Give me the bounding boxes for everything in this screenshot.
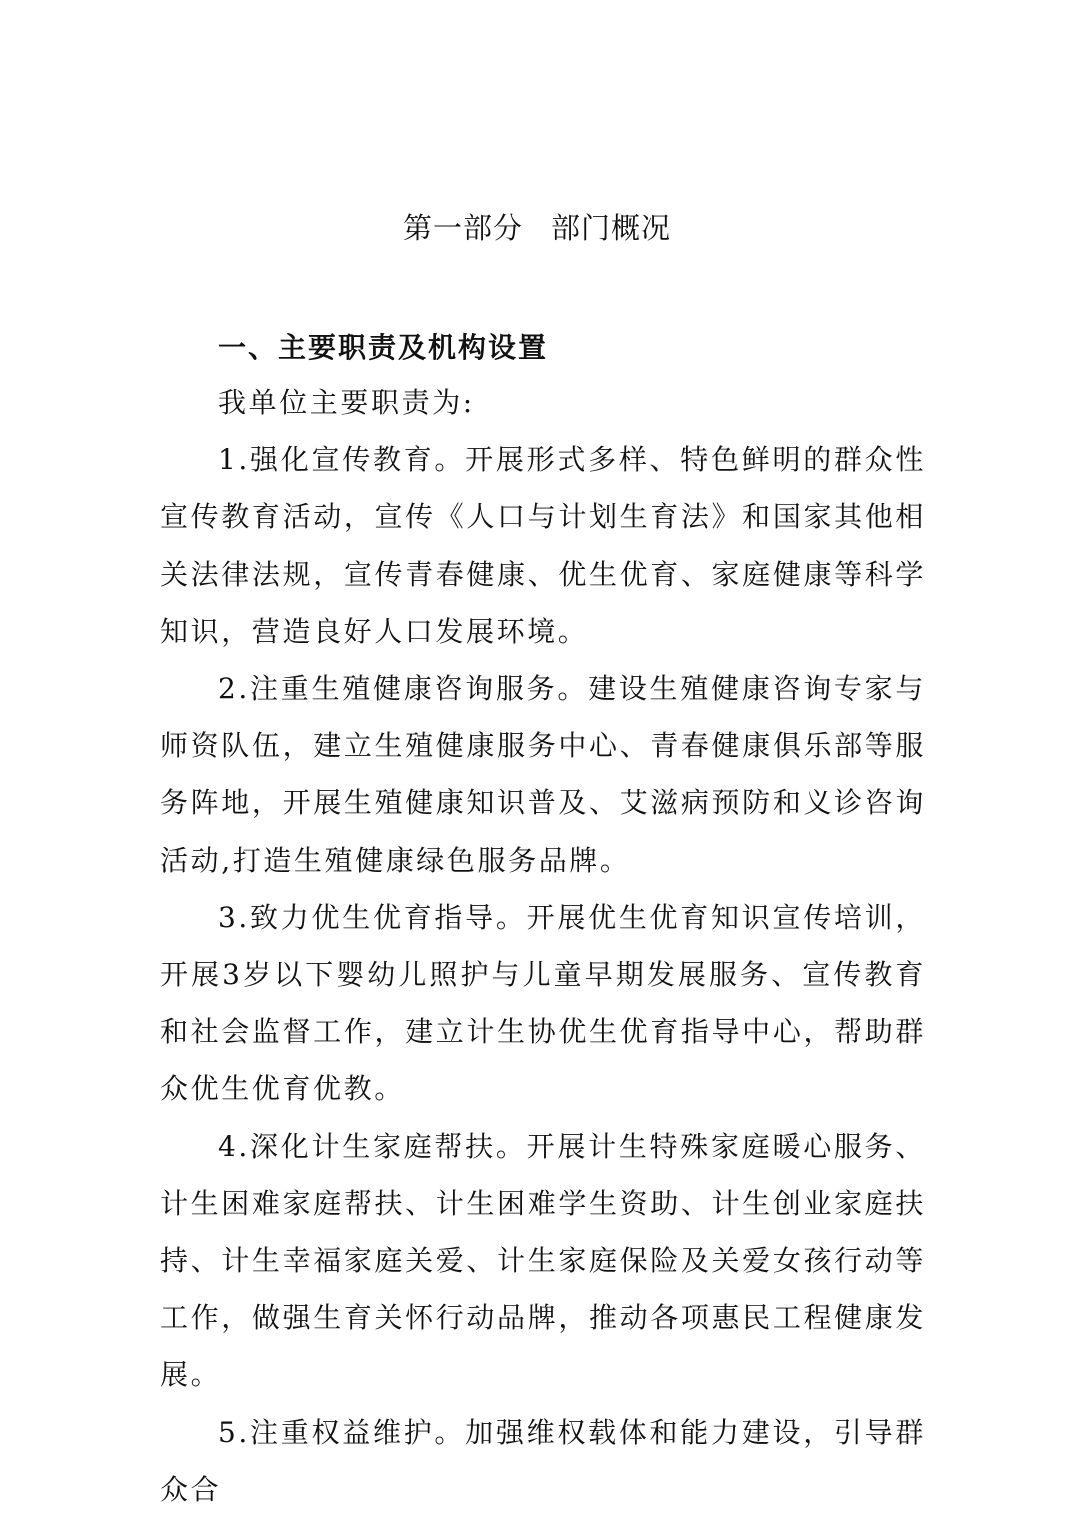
paragraph-intro: 我单位主要职责为:	[218, 386, 475, 419]
paragraph-duty-3: 3.致力优生优育指导。开展优生优育知识宣传培训，开展3岁以下婴幼儿照护与儿童早期发展服务、宣传教育和社会监督工作，建立计生协优生优育指导中心，帮助群众优生优育优教。	[160, 900, 926, 1106]
paragraph-duty-5: 5.注重权益维护。加强维权载体和能力建设，引导群众合	[160, 1415, 926, 1506]
paragraph-duty-2: 2.注重生殖健康咨询服务。建设生殖健康咨询专家与师资队伍，建立生殖健康服务中心、青春健康俱乐部等服务阵地，开展生殖健康知识普及、艾滋病预防和义诊咨询活动,打造生殖健康绿色服务品牌。	[160, 672, 926, 877]
section-heading: 一、主要职责及机构设置	[218, 331, 549, 364]
body-text	[160, 374, 926, 1518]
title-part: 第一部分	[402, 211, 523, 245]
title-name: 部门概况	[551, 211, 672, 245]
paragraph-duty-4: 4.深化计生家庭帮扶。开展计生特殊家庭暖心服务、计生困难家庭帮扶、计生困难学生资助、计生创业家庭扶持、计生幸福家庭关爱、计生家庭保险及关爱女孩行动等工作，做强生育关怀行动品牌，推动各项惠民工程健康发展。	[160, 1129, 926, 1392]
page-title	[0, 208, 1074, 248]
paragraph-duty-1: 1.强化宣传教育。开展形式多样、特色鲜明的群众性宣传教育活动，宣传《人口与计划生育法》和国家其他相关法律法规，宣传青春健康、优生优育、家庭健康等科学知识，营造良好人口发展环境。	[160, 443, 926, 648]
